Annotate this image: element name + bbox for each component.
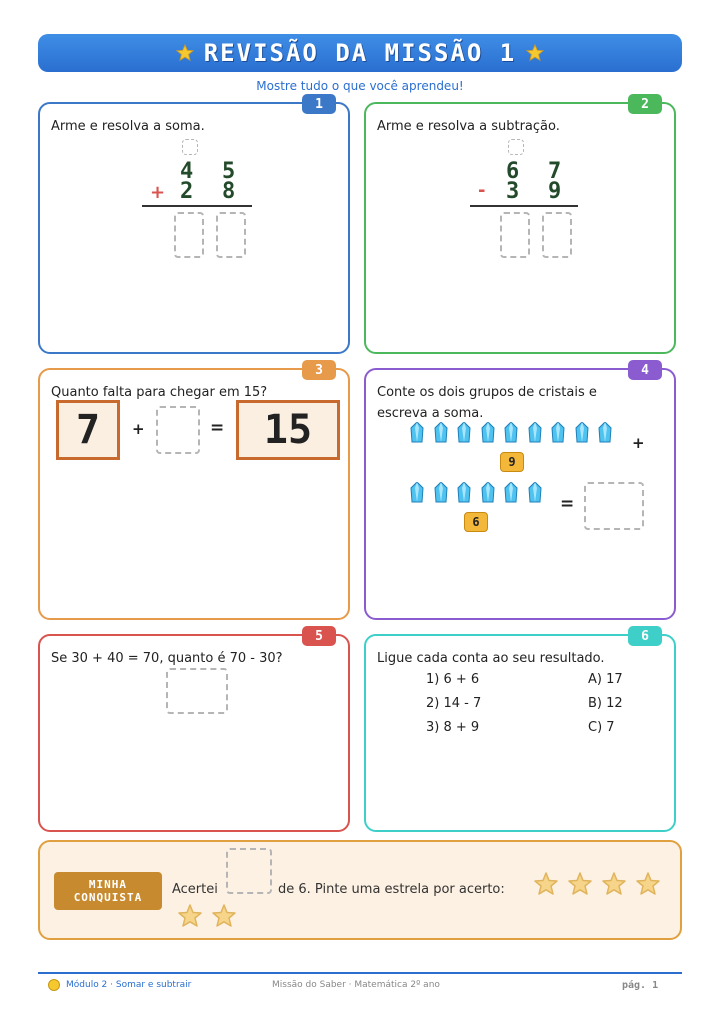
question-number-badge: 6 xyxy=(628,626,662,646)
page-header xyxy=(38,34,682,72)
top-digit-tens: 6 xyxy=(506,159,520,184)
conquest-label xyxy=(54,872,162,910)
match-right-item[interactable]: B) 12 xyxy=(588,696,623,711)
crystal-icon xyxy=(528,422,542,444)
sum-answer-box[interactable] xyxy=(584,482,644,530)
crystal-icon xyxy=(434,482,448,504)
footer-divider xyxy=(38,972,682,974)
crystal-icon xyxy=(551,422,565,444)
question-prompt: Arme e resolva a subtração. xyxy=(377,119,560,134)
group-2-count-tag: 6 xyxy=(464,512,488,532)
sum-line xyxy=(142,205,252,207)
crystal-icon xyxy=(575,422,589,444)
question-number-badge: 4 xyxy=(628,360,662,380)
star-icon xyxy=(526,44,544,62)
top-digit-tens: 4 xyxy=(180,159,194,184)
conquest-label-line2: CONQUISTA xyxy=(73,891,143,904)
match-left-item[interactable]: 1) 6 + 6 xyxy=(426,672,480,687)
borrow-box[interactable] xyxy=(508,139,524,155)
star-icon[interactable] xyxy=(534,872,558,896)
coin-icon xyxy=(48,979,60,991)
difference-line xyxy=(470,205,578,207)
answer-box-units[interactable] xyxy=(542,212,572,258)
star-icon[interactable] xyxy=(568,872,592,896)
plus-operator: + xyxy=(150,182,166,203)
crystal-icon xyxy=(434,422,448,444)
conquest-label-line1: MINHA xyxy=(88,878,128,891)
page-number: pág. 1 xyxy=(622,980,659,991)
crystal-icon xyxy=(410,482,424,504)
question-number-badge: 5 xyxy=(302,626,336,646)
question-card-1 xyxy=(38,96,350,354)
bottom-digit-tens: 3 xyxy=(506,179,520,204)
match-right-item[interactable]: C) 7 xyxy=(588,720,615,735)
equals-sign: = xyxy=(210,418,225,438)
conquest-text-after: de 6. Pinte uma estrela por acerto: xyxy=(278,882,505,897)
question-prompt: Conte os dois grupos de cristais e escreva a soma. xyxy=(377,385,597,421)
crystal-icon xyxy=(457,482,471,504)
footer-module: Módulo 2 · Somar e subtrair xyxy=(66,980,192,990)
question-card-4 xyxy=(364,362,676,620)
score-box[interactable] xyxy=(226,848,272,894)
star-icon xyxy=(176,44,194,62)
question-card-6 xyxy=(364,628,676,832)
question-prompt: Arme e resolva a soma. xyxy=(51,119,205,134)
question-number-badge: 1 xyxy=(302,94,336,114)
missing-number-box[interactable] xyxy=(156,406,200,454)
question-prompt: Ligue cada conta ao seu resultado. xyxy=(377,651,605,666)
answer-box[interactable] xyxy=(166,668,228,714)
page-title: REVISÃO DA MISSÃO 1 xyxy=(203,39,517,67)
conquest-panel xyxy=(38,840,682,940)
crystal-icon xyxy=(481,422,495,444)
question-prompt: Se 30 + 40 = 70, quanto é 70 - 30? xyxy=(51,651,283,666)
answer-box-tens[interactable] xyxy=(174,212,204,258)
carry-box[interactable] xyxy=(182,139,198,155)
page-subtitle: Mostre tudo o que você aprendeu! xyxy=(256,79,464,93)
equals-sign: = xyxy=(560,494,575,514)
crystal-icon xyxy=(410,422,424,444)
top-digit-units: 5 xyxy=(222,159,236,184)
star-icon[interactable] xyxy=(212,904,236,928)
question-number-badge: 2 xyxy=(628,94,662,114)
plus-sign: + xyxy=(132,420,145,438)
answer-box-tens[interactable] xyxy=(500,212,530,258)
question-card-3 xyxy=(38,362,350,620)
crystal-icon xyxy=(504,482,518,504)
question-card-5 xyxy=(38,628,350,832)
question-prompt: Quanto falta para chegar em 15? xyxy=(51,385,268,400)
top-digit-units: 7 xyxy=(548,159,562,184)
star-icon[interactable] xyxy=(178,904,202,928)
conquest-text-before: Acertei xyxy=(172,882,218,897)
crystal-icon xyxy=(504,422,518,444)
number-box-7: 7 xyxy=(56,400,120,460)
number-box-15: 15 xyxy=(236,400,340,460)
answer-box-units[interactable] xyxy=(216,212,246,258)
crystal-icon xyxy=(528,482,542,504)
plus-sign: + xyxy=(632,434,645,452)
group-1-count-tag: 9 xyxy=(500,452,524,472)
crystal-icon xyxy=(457,422,471,444)
minus-operator: - xyxy=(478,180,486,201)
match-right-item[interactable]: A) 17 xyxy=(588,672,623,687)
question-card-2 xyxy=(364,96,676,354)
star-icon[interactable] xyxy=(636,872,660,896)
bottom-digit-tens: 2 xyxy=(180,179,194,204)
bottom-digit-units: 8 xyxy=(222,179,236,204)
bottom-digit-units: 9 xyxy=(548,179,562,204)
match-left-item[interactable]: 2) 14 - 7 xyxy=(426,696,482,711)
match-left-item[interactable]: 3) 8 + 9 xyxy=(426,720,480,735)
question-number-badge: 3 xyxy=(302,360,336,380)
crystal-icon xyxy=(598,422,612,444)
footer-course: Missão do Saber · Matemática 2º ano xyxy=(272,980,440,990)
crystal-icon xyxy=(481,482,495,504)
star-icon[interactable] xyxy=(602,872,626,896)
